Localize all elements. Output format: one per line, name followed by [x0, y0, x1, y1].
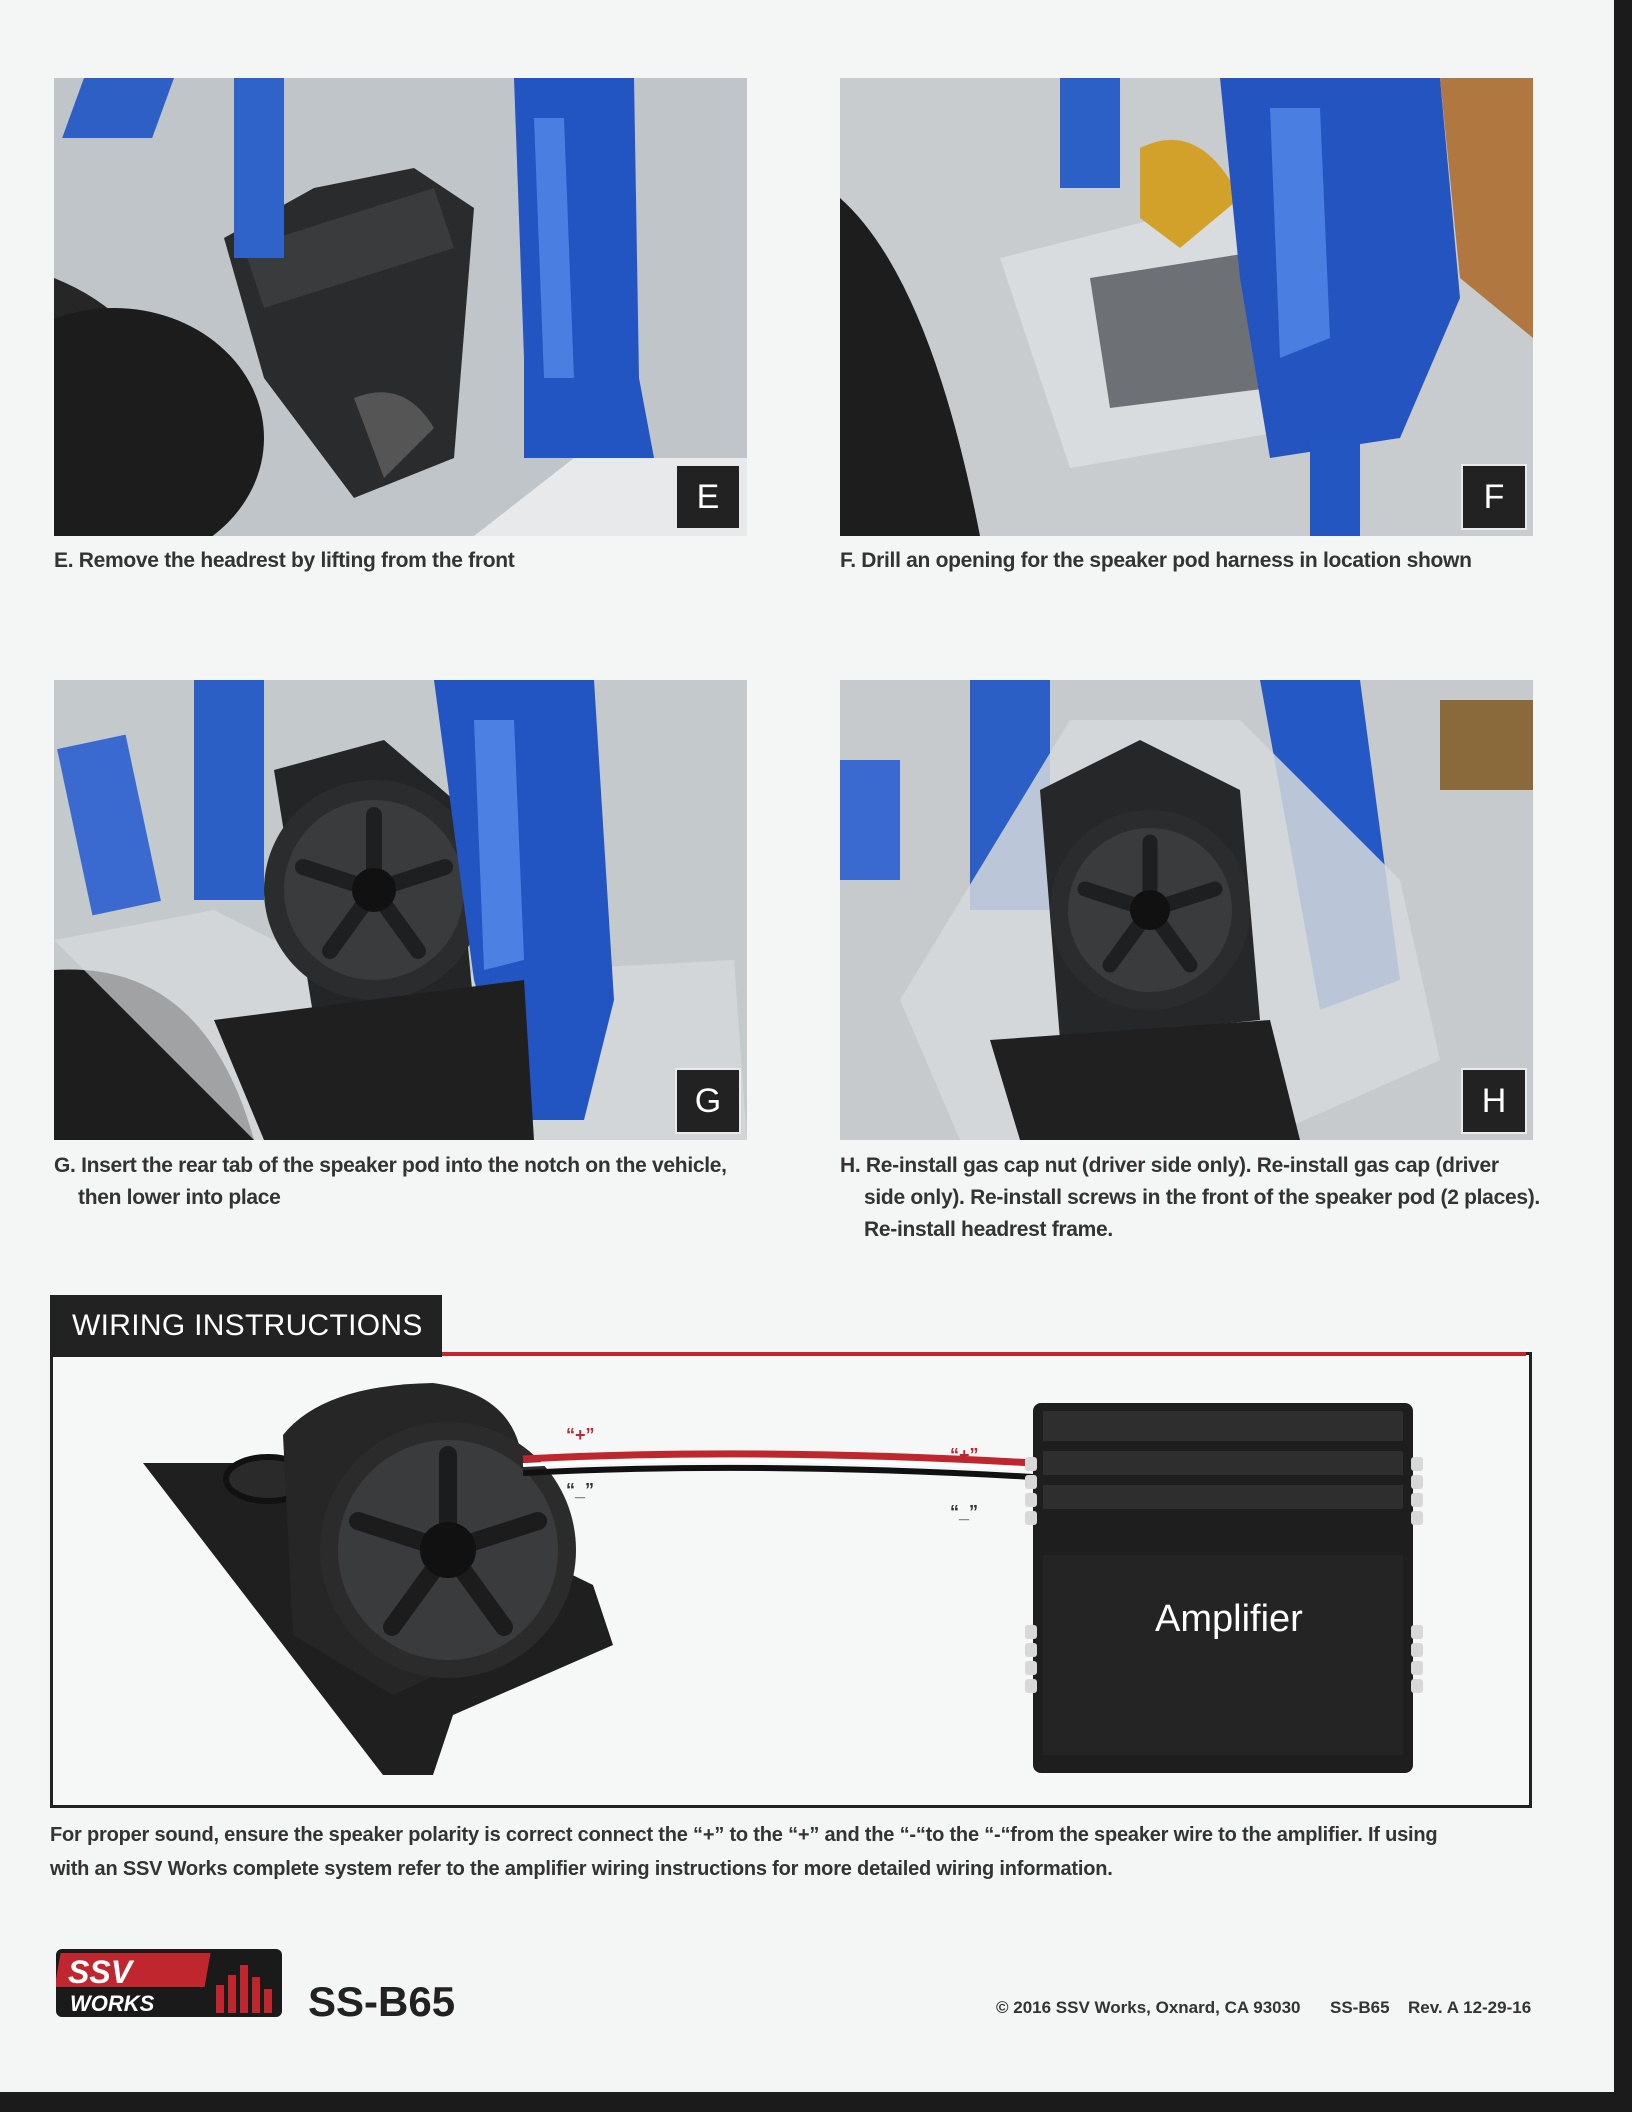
wiring-title-accent [442, 1352, 1526, 1356]
wiring-note-line1: For proper sound, ensure the speaker polarity is correct connect the “+” to the “+” and the “-“to the “-“from the speaker wire to the amplifier. If using [50, 1824, 1438, 1846]
caption-step-f: F. Drill an opening for the speaker pod harness in location shown [840, 549, 1472, 572]
caption-step-h [840, 1150, 1540, 1246]
speaker-minus-label: “_” [566, 1480, 595, 1500]
model-number: SS-B65 [308, 1978, 456, 2025]
caption-step-h-line3: Re-install headrest frame. [864, 1218, 1113, 1241]
amp-plus-label: “+” [950, 1445, 979, 1465]
photo-step-e [54, 78, 747, 536]
caption-step-g [54, 1150, 727, 1214]
caption-step-h-line2: side only). Re-install screws in the front of the speaker pod (2 places). [864, 1186, 1540, 1209]
caption-step-g-line2: then lower into place [78, 1186, 281, 1209]
logo-text-top: SSV [68, 1954, 133, 1990]
page-edge-bottom [0, 2092, 1632, 2112]
copyright-text: © 2016 SSV Works, Oxnard, CA 93030 [996, 1998, 1301, 2017]
step-letter-e: E [675, 464, 741, 530]
photo-step-g [54, 680, 747, 1140]
page-edge-right [1614, 0, 1632, 2112]
wiring-diagram-box [50, 1352, 1532, 1808]
amplifier-label: Amplifier [1155, 1598, 1303, 1640]
wiring-note [50, 1818, 1550, 1886]
wiring-note-line2: with an SSV Works complete system refer to the amplifier wiring instructions for more detailed wiring information. [50, 1858, 1113, 1880]
caption-step-h-line1: H. Re-install gas cap nut (driver side only). Re-install gas cap (driver [840, 1154, 1499, 1177]
wiring-diagram [53, 1355, 1523, 1799]
photo-step-f [840, 78, 1533, 536]
step-letter-f: F [1461, 464, 1527, 530]
wiring-section-title: WIRING INSTRUCTIONS [50, 1295, 442, 1357]
doc-id-text: SS-B65 [1330, 1998, 1390, 2017]
revision-text: Rev. A 12-29-16 [1408, 1998, 1532, 2017]
ssv-works-logo [56, 1945, 286, 2021]
logo-text-bottom: WORKS [70, 1991, 155, 2016]
step-letter-g: G [675, 1068, 741, 1134]
step-letter-h: H [1461, 1068, 1527, 1134]
caption-step-g-line1: G. Insert the rear tab of the speaker pod into the notch on the vehicle, [54, 1154, 727, 1177]
speaker-plus-label: “+” [566, 1425, 595, 1445]
amp-minus-label: “_” [950, 1502, 979, 1522]
photo-step-h [840, 680, 1533, 1140]
caption-step-e: E. Remove the headrest by lifting from the front [54, 549, 515, 572]
